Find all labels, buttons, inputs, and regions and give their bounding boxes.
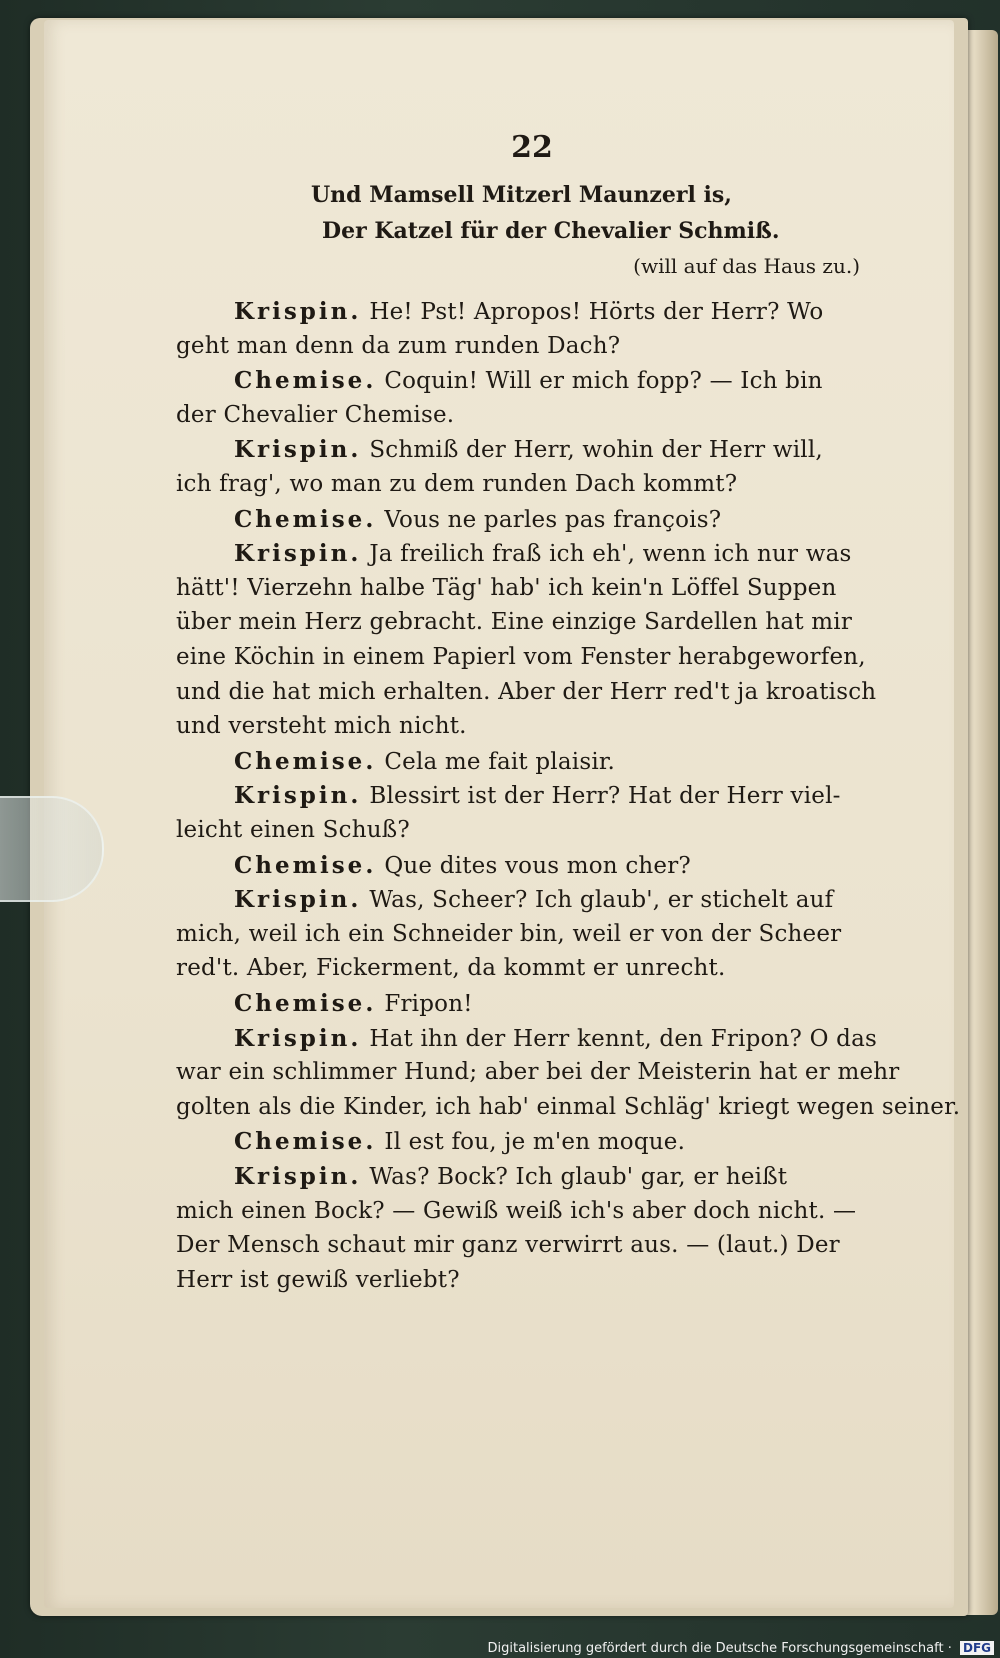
dialogue-text: Was, Scheer? Ich glaub', er stichelt auf [369,887,834,914]
dialogue-line [176,609,860,635]
dialogue-text: und versteht mich nicht. [176,713,467,740]
speaker-name: Krispin. [234,1163,362,1190]
dialogue-text: Herr ist gewiß verliebt? [176,1266,460,1293]
dialogue-text: Blessirt ist der Herr? Hat der Herr viel- [369,783,841,810]
speaker-name: Krispin. [234,1024,362,1052]
speaker-name: Chemise. [234,367,377,395]
dialogue-text: He! Pst! Apropos! Hörts der Herr? Wo [369,299,824,325]
dialogue-line-speaker [234,436,860,463]
dialogue-line-speaker [234,298,860,325]
verse-line: Und Mamsell Mitzerl Maunzerl is, [311,182,732,208]
dialogue-line [176,955,860,981]
dialogue-line [176,1059,900,1086]
dialogue-text: hätt'! Vierzehn halbe Täg' hab' ich kein'n Löffel Suppen [176,574,837,601]
dialogue-line [176,471,860,497]
dialogue-line [176,817,860,843]
dialogue-line-speaker [234,748,860,775]
dialogue-text: ich frag', wo man zu dem runden Dach kommt? [176,471,738,497]
speaker-name: Chemise. [234,1128,377,1156]
speaker-name: Chemise. [234,990,377,1017]
speaker-name: Chemise. [234,505,377,533]
dialogue-text: Il est fou, je m'en moque. [384,1129,686,1156]
speaker-name: Chemise. [234,851,377,879]
dialogue-line [176,1198,860,1224]
dialogue-line [176,678,877,705]
dialogue-line-speaker [234,1024,878,1052]
dialogue-text: Hat ihn der Herr kennt, den Fripon? O das [369,1025,878,1052]
dialogue-line-speaker [234,1163,860,1190]
dialogue-text: war ein schlimmer Hund; aber bei der Meisterin hat er mehr [176,1059,900,1086]
dialogue-text: und die hat mich erhalten. Aber der Herr red't ja kroatisch [176,678,877,705]
dialogue-line [176,402,860,428]
dialogue-line [176,575,860,601]
dialogue-line-speaker [234,886,860,913]
dialogue-line [176,1093,961,1120]
dialogue-text: Der Mensch schaut mir ganz verwirrt aus. — (laut.) Der [176,1232,840,1259]
dialogue-text: leicht einen Schuß? [176,817,410,843]
dialogue-text: mich einen Bock? — Gewiß weiß ich's aber doch nicht. — [176,1197,857,1224]
dialogue-line [176,333,860,359]
page-number: 22 [511,130,553,165]
dialogue-line [176,713,860,739]
speaker-name: Krispin. [234,436,362,464]
dialogue-line-speaker [234,367,860,394]
dialogue-text: Que dites vous mon cher? [384,852,691,879]
footer-credit [487,1641,994,1656]
page-clip [0,796,104,902]
dialogue-line [176,921,860,947]
dialogue-text: Vous ne parles pas françois? [384,506,722,533]
speaker-name: Krispin. [234,298,362,325]
dialogue-text: Schmiß der Herr, wohin der Herr will, [369,437,823,464]
dialogue-line-speaker [234,540,860,567]
dialogue-line [176,644,866,670]
speaker-name: Krispin. [234,540,362,568]
dialogue-text: golten als die Kinder, ich hab' einmal Schläg' kriegt wegen seiner. [176,1093,961,1120]
dialogue-text: mich, weil ich ein Schneider bin, weil er von der Scheer [176,920,842,947]
dialogue-line [176,1267,860,1293]
dialogue-text: Fripon! [384,991,473,1017]
dialogue-text: Coquin! Will er mich fopp? — Ich bin [384,368,823,395]
dialogue-text: geht man denn da zum runden Dach? [176,332,621,359]
dfg-logo: DFG [960,1641,994,1655]
dialogue-text: eine Köchin in einem Papierl vom Fenster herabgeworfen, [176,644,866,670]
verse-line: Der Katzel für der Chevalier Schmiß. [322,218,780,244]
dialogue-line-speaker [234,990,860,1017]
dialogue-text: Cela me fait plaisir. [384,748,616,775]
dialogue-text: über mein Herz gebracht. Eine einzige Sardellen hat mir [176,609,853,636]
dialogue-line-speaker [234,852,860,879]
footer-credit-text: Digitalisierung gefördert durch die Deutsche Forschungsgemeinschaft · [487,1641,952,1656]
dialogue-line-speaker [234,1128,860,1155]
speaker-name: Krispin. [234,782,362,810]
dialogue-text: Ja freilich fraß ich eh', wenn ich nur was [369,541,852,568]
dialogue-line [176,1232,860,1258]
dialogue-line-speaker [234,506,860,533]
dialogue-line-speaker [234,782,860,809]
speaker-name: Chemise. [234,747,377,775]
dialogue-text: red't. Aber, Fickerment, da kommt er unrecht. [176,955,726,982]
dialogue-text: der Chevalier Chemise. [176,401,455,428]
dialogue-text: Was? Bock? Ich glaub' gar, er heißt [369,1164,788,1190]
stage-direction: (will auf das Haus zu.) [633,254,860,278]
speaker-name: Krispin. [234,886,362,914]
